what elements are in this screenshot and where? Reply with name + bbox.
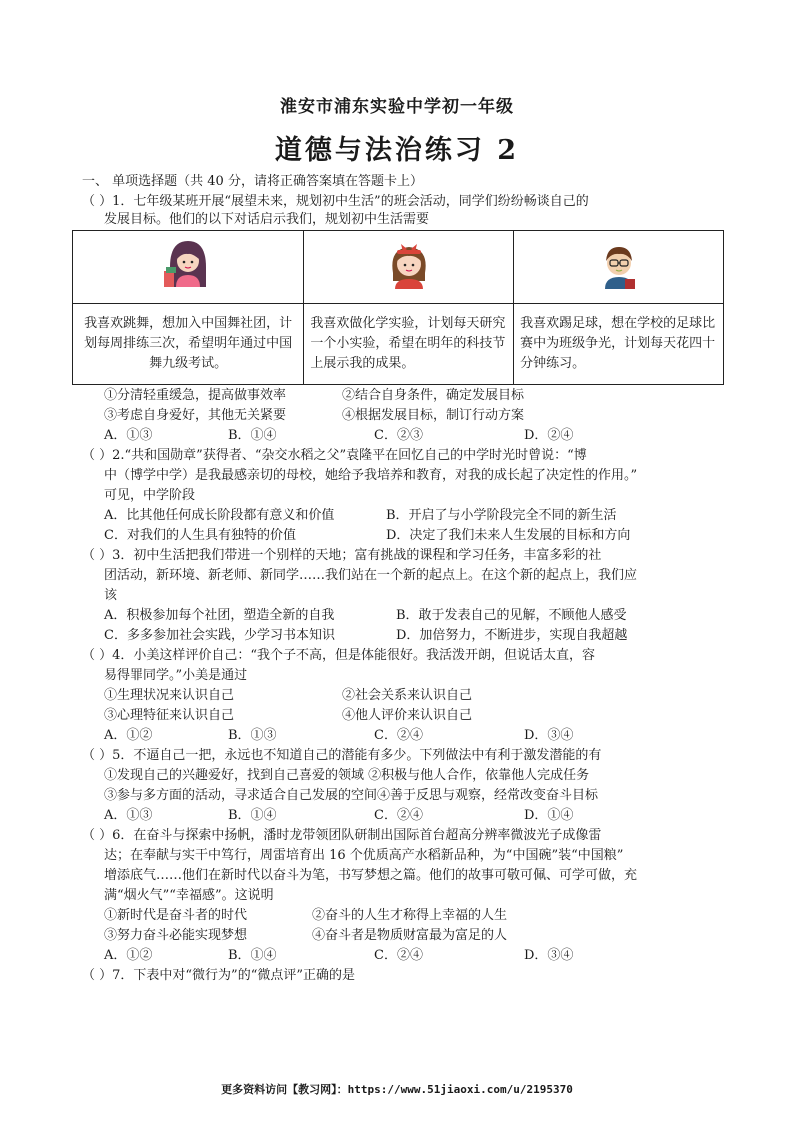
q3-line3: 该 xyxy=(104,588,118,603)
q1-dialogue-table xyxy=(72,230,724,385)
table-cell-text xyxy=(73,304,304,385)
q6-option-2: ②奋斗的人生才称得上幸福的人生 xyxy=(312,908,508,923)
table-cell-image xyxy=(514,231,724,304)
q1-stem-line2: 发展目标。他们的以下对话启示我们，规划初中生活需要 xyxy=(104,212,430,227)
footer-link[interactable]: 更多资料访问【教习网】：https://www.51jiaoxi.com/u/2195370 xyxy=(221,1083,573,1096)
q4-choice-c: C．②④ xyxy=(374,728,423,743)
q3-choice-c: C．多多参加社会实践，少学习书本知识 xyxy=(104,628,335,643)
q2-choice-c: C．对我们的人生具有独特的价值 xyxy=(104,528,296,543)
table-cell-text xyxy=(514,304,724,385)
q6-line3: 增添底气……他们在新时代以奋斗为笔，书写梦想之篇。他们的故事可敬可佩、可学可做，充 xyxy=(104,868,638,883)
q1-option-2: ②结合自身条件，确定发展目标 xyxy=(342,388,525,403)
q2-choice-a: A．比其他任何成长阶段都有意义和价值 xyxy=(104,508,335,523)
q6-choice-c: C．②④ xyxy=(374,948,423,963)
q6-choice-a: A．①② xyxy=(104,948,153,963)
q2-choice-d: D．决定了我们未来人生发展的目标和方向 xyxy=(386,528,631,543)
q5-line3: ③参与多方面的活动，寻求适合自己发展的空间④善于反思与观察，经常改变奋斗目标 xyxy=(104,788,599,803)
school-name: 淮安市浦东实验中学初一年级 xyxy=(280,97,514,117)
statement-football: 我喜欢踢足球，想在学校的足球比赛中为班级争光，计划每天花四十分钟练习。 xyxy=(520,316,716,371)
q5-line1: （ ）5．不逼自己一把，永远也不知道自己的潜能有多少。下列做法中有利于激发潜能的有 xyxy=(82,748,602,763)
q4-option-1: ①生理状况来认识自己 xyxy=(104,688,235,703)
girl-with-books-icon xyxy=(160,237,216,293)
q4-choice-a: A．①② xyxy=(104,728,153,743)
q6-option-4: ④奋斗者是物质财富最为富足的人 xyxy=(312,928,508,943)
q7-line1: （ ）7．下表中对“微行为”的“微点评”正确的是 xyxy=(82,968,355,983)
q6-choice-d: D．③④ xyxy=(524,948,574,963)
q4-choice-d: D．③④ xyxy=(524,728,574,743)
statement-chemistry: 我喜欢做化学实验，计划每天研究一个小实验，希望在明年的科技节上展示我的成果。 xyxy=(310,316,506,371)
page-title: 道德与法治练习 2 xyxy=(274,135,520,166)
q1-choice-c: C．②③ xyxy=(374,428,423,443)
q1-choice-a: A．①③ xyxy=(104,428,153,443)
q1-option-3: ③考虑自身爱好，其他无关紧要 xyxy=(104,408,287,423)
q1-stem-line1: （ ）1．七年级某班开展“展望未来，规划初中生活”的班会活动，同学们纷纷畅谈自己的 xyxy=(82,194,589,209)
q3-choice-d: D．加倍努力，不断进步，实现自我超越 xyxy=(396,628,628,643)
q2-line1: （ ）2.“共和国勋章”获得者、“杂交水稻之父”袁隆平在回忆自己的中学时光时曾说：“博 xyxy=(82,448,587,463)
q6-line4: 满“烟火气”“幸福感”。这说明 xyxy=(104,888,274,903)
q3-line1: （ ）3．初中生活把我们带进一个别样的天地；富有挑战的课程和学习任务，丰富多彩的社 xyxy=(82,548,602,563)
q4-line2: 易得罪同学。”小美是通过 xyxy=(104,668,248,683)
boy-with-glasses-icon xyxy=(591,237,647,293)
q4-option-3: ③心理特征来认识自己 xyxy=(104,708,235,723)
q3-choice-a: A．积极参加每个社团，塑造全新的自我 xyxy=(104,608,335,623)
q5-choice-c: C．②④ xyxy=(374,808,423,823)
statement-dance: 我喜欢跳舞，想加入中国舞社团，计划每周排练三次，希望明年通过中国舞九级考试。 xyxy=(84,316,293,371)
q1-option-1: ①分清轻重缓急，提高做事效率 xyxy=(104,388,287,403)
q6-line1: （ ）6．在奋斗与探索中扬帆，潘时龙带领团队研制出国际首台超高分辨率微波光子成像雷 xyxy=(82,828,602,843)
table-cell-image xyxy=(73,231,304,304)
q2-line2: 中（博学中学）是我最感亲切的母校，她给予我培养和教育，对我的成长起了决定性的作用。” xyxy=(104,468,638,483)
q3-choice-b: B．敢于发表自己的见解，不顾他人感受 xyxy=(396,608,627,623)
q2-choice-b: B．开启了与小学阶段完全不同的新生活 xyxy=(386,508,617,523)
q6-option-3: ③努力奋斗必能实现梦想 xyxy=(104,928,248,943)
table-cell-image xyxy=(304,231,514,304)
q4-choice-b: B．①③ xyxy=(228,728,277,743)
q4-option-2: ②社会关系来认识自己 xyxy=(342,688,473,703)
q1-choice-d: D．②④ xyxy=(524,428,574,443)
girl-with-headband-icon xyxy=(381,237,437,293)
section-heading: 一、 单项选择题（共 40 分，请将正确答案填在答题卡上） xyxy=(82,174,423,189)
table-cell-text xyxy=(304,304,514,385)
q6-option-1: ①新时代是奋斗者的时代 xyxy=(104,908,248,923)
q5-line2: ①发现自己的兴趣爱好，找到自己喜爱的领域 ②积极与他人合作，依靠他人完成任务 xyxy=(104,768,590,783)
q3-line2: 团活动，新环境、新老师、新同学……我们站在一个新的起点上。在这个新的起点上，我们应 xyxy=(104,568,638,583)
q1-option-4: ④根据发展目标，制订行动方案 xyxy=(342,408,525,423)
q5-choice-b: B．①④ xyxy=(228,808,277,823)
q6-choice-b: B．①④ xyxy=(228,948,277,963)
q6-line2: 达；在奉献与实干中笃行，周雷培育出 16 个优质高产水稻新品种，为“中国碗”装“中国粮” xyxy=(104,848,624,863)
q5-choice-a: A．①③ xyxy=(104,808,153,823)
q2-line3: 可见，中学阶段 xyxy=(104,488,196,503)
q1-choice-b: B．①④ xyxy=(228,428,277,443)
q4-line1: （ ）4．小美这样评价自己：“我个子不高，但是体能很好。我活泼开朗，但说话太直，容 xyxy=(82,648,596,663)
q4-option-4: ④他人评价来认识自己 xyxy=(342,708,473,723)
q5-choice-d: D．①④ xyxy=(524,808,574,823)
